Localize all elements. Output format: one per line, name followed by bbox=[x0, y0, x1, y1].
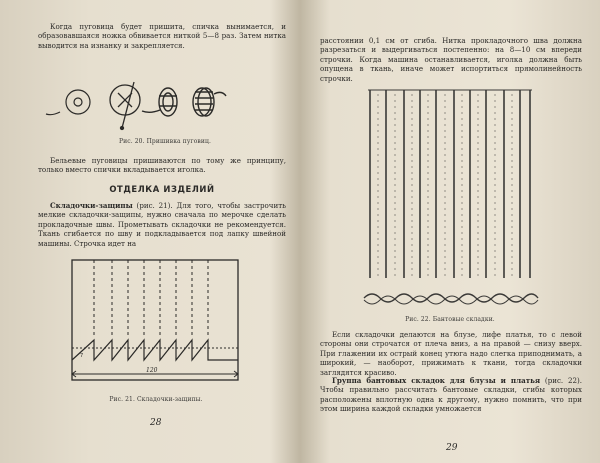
box-pleats-term: Группа бантовых складок для блузы и платья bbox=[332, 376, 541, 385]
figure-20-caption: Рис. 20. Пришивка пуговиц. bbox=[119, 138, 211, 145]
left-para-3-text: (рис. 21). Для того, чтобы застрочить мелкие складочки-защипы, нужно сначала по мерочке сделать прокладочные швы. Прометывать складочки не рекомендуется. Ткань сгибается по шву и подкладывается под лапку швейной машины. Строчка идет на bbox=[38, 201, 286, 248]
right-page-number: 29 bbox=[446, 443, 458, 453]
figure-20-buttons bbox=[40, 76, 290, 136]
left-para-1-text: Когда пуговица будет пришита, спичка вынимается, и образовавшаяся ножка обвивается ниткой 5—8 раз. Затем нитка выводится на изнанку и закрепляется. bbox=[38, 22, 286, 50]
right-page bbox=[300, 0, 600, 463]
right-para-3-text: (рис. 22). Чтобы правильно рассчитать бантовые складки, сгибы которых расположены вплотную одна к другому, нужно помнить, что при этом ширина каждой складки умножается bbox=[320, 376, 582, 414]
figure-22-box-pleats bbox=[360, 86, 540, 310]
right-para-1-text: расстоянии 0,1 см от сгиба. Нитка прокладочного шва должна разрезаться и выдергиваться постепенно: на 8—10 см впереди строчки. Когда машина останавливается, иголка должна быть опущена в ткань, иначе может испортиться прямолинейность строчки. bbox=[320, 36, 582, 83]
figure-21-pleats-diagram bbox=[66, 256, 246, 391]
dimension-label-7: 7 bbox=[80, 353, 84, 359]
button-drawing-4 bbox=[193, 88, 226, 116]
left-para-3 bbox=[38, 201, 286, 248]
left-page-number: 28 bbox=[150, 418, 162, 428]
figure-22-caption: Рис. 22. Бантовые складки. bbox=[405, 316, 495, 323]
right-para-2-text: Если складочки делаются на блузе, лифе платья, то с левой стороны они строчатся от плеча вниз, а на правой — снизу вверх. При глажении их острый конец утюга надо слегка приподнимать, а широкий, — наоборот, прижимать к ткани, тогда складочки заглядятся красиво. bbox=[320, 330, 582, 377]
dimension-label-120: 120 bbox=[146, 367, 158, 374]
pleats-term: Складочки-защипы bbox=[50, 201, 133, 210]
right-para-2 bbox=[320, 330, 582, 377]
button-drawing-3 bbox=[142, 88, 177, 116]
left-para-2-text: Бельевые пуговицы пришиваются по тому же принципу, только вместо спички вкладывается иголка. bbox=[38, 156, 286, 175]
right-para-3 bbox=[320, 376, 582, 414]
button-drawing-1 bbox=[46, 90, 90, 115]
figure-21-caption: Рис. 21. Складочки-защипы. bbox=[109, 396, 203, 403]
left-para-1 bbox=[38, 22, 286, 50]
button-drawing-2 bbox=[110, 82, 140, 130]
section-heading: ОТДЕЛКА ИЗДЕЛИЙ bbox=[109, 184, 215, 194]
left-para-2 bbox=[38, 156, 286, 175]
right-para-1 bbox=[320, 36, 582, 83]
